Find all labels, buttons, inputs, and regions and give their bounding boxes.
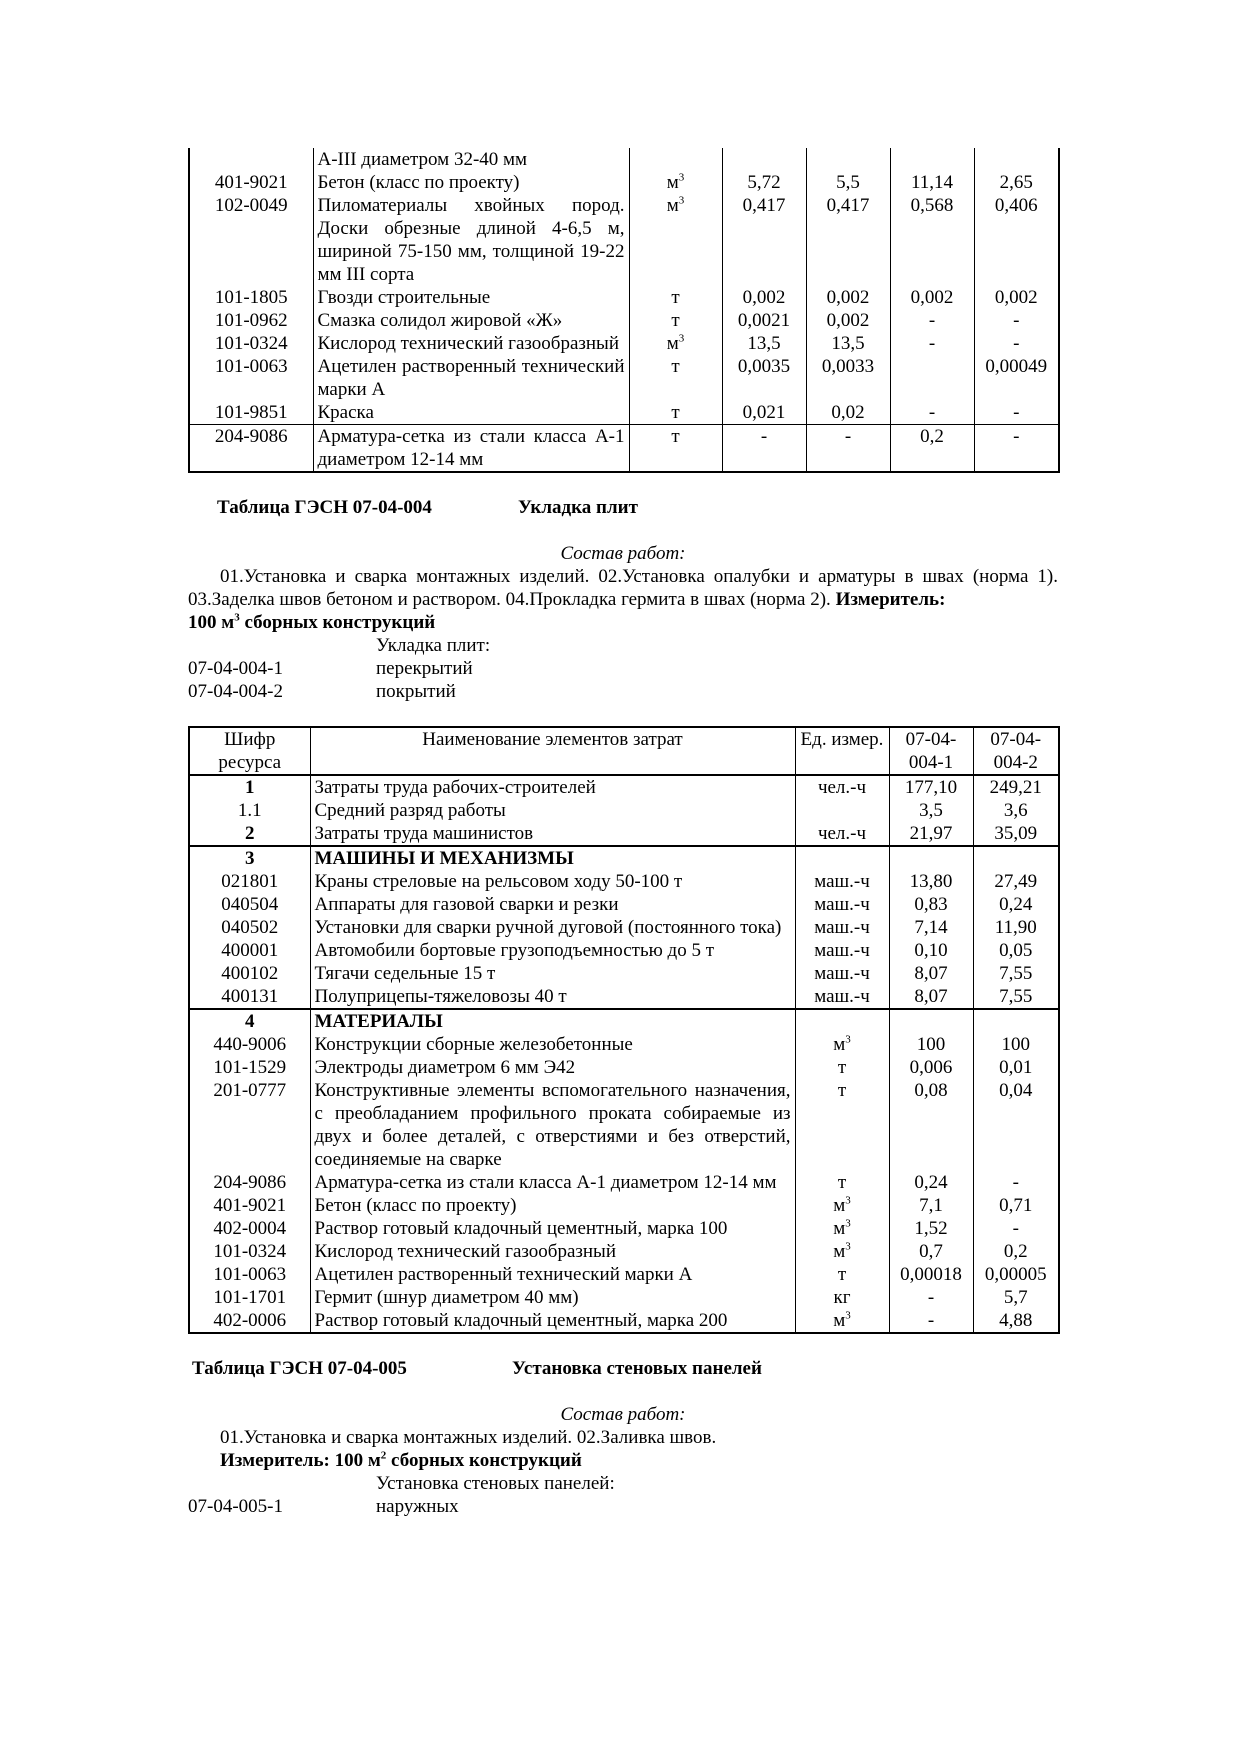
table-row [189, 171, 1059, 194]
unit-cell: кг [795, 1286, 889, 1309]
table-row [189, 1056, 1059, 1079]
resource-code: 101-1529 [213, 1057, 287, 1078]
value-cell: 100 [973, 1033, 1059, 1056]
table-row [189, 332, 1059, 355]
resource-code: 101-0962 [214, 310, 288, 331]
value-cell: - [890, 309, 974, 332]
resource-code: 400102 [221, 963, 279, 984]
value-cell: 0,002 [890, 286, 974, 309]
value-cell: 100 [889, 1033, 973, 1056]
value-cell: 0,002 [974, 286, 1059, 309]
table-row [189, 401, 1059, 425]
value-cell: 27,49 [973, 870, 1059, 893]
resource-name: Тягачи седельные 15 т [310, 962, 795, 985]
value-cell: 0,002 [806, 286, 890, 309]
resource-code: 1 [245, 777, 255, 798]
header-norm-1: 07-04-004-1 [889, 727, 973, 775]
value-cell [889, 846, 973, 870]
section-heading-07-04-004 [188, 496, 1058, 519]
value-cell: 5,5 [806, 171, 890, 194]
value-cell [890, 148, 974, 171]
works-heading: Состав работ: [560, 1404, 686, 1425]
unit-cell: т [629, 309, 722, 332]
resource-code: 400001 [221, 940, 279, 961]
value-cell: 0,01 [973, 1056, 1059, 1079]
unit-cell: маш.-ч [795, 962, 889, 985]
resource-name: Ацетилен растворенный технический марки А [313, 355, 629, 401]
unit-cell: $м^3$ [795, 1240, 889, 1263]
unit-cell: чел.-ч [795, 775, 889, 799]
value-cell: 0,2 [890, 425, 974, 473]
resource-code: 102-0049 [214, 195, 288, 216]
resource-name: Гвозди строительные [313, 286, 629, 309]
value-cell: 0,05 [973, 939, 1059, 962]
value-cell: 0,021 [722, 401, 806, 425]
resource-table-continued [188, 148, 1060, 473]
table-row [189, 425, 1059, 473]
table-group-row [189, 1009, 1059, 1033]
value-cell: - [890, 401, 974, 425]
value-cell: 7,55 [973, 962, 1059, 985]
value-cell [974, 148, 1059, 171]
table-row [189, 1309, 1059, 1333]
resource-code: 402-0004 [213, 1218, 287, 1239]
header-name: Наименование элементов затрат [310, 727, 795, 775]
unit-cell: маш.-ч [795, 939, 889, 962]
value-cell: 1,52 [889, 1217, 973, 1240]
resource-code: 401-9021 [213, 1195, 287, 1216]
resource-code: 401-9021 [214, 172, 288, 193]
unit-cell: $м^3$ [629, 171, 722, 194]
table-row [189, 1240, 1059, 1263]
unit-cell: $м^3$ [629, 194, 722, 286]
table-row [189, 1217, 1059, 1240]
header-code: Шифр ресурса [189, 727, 310, 775]
resource-name: А-III диаметром 32-40 мм [313, 148, 629, 171]
unit-cell: $м^3$ [795, 1033, 889, 1056]
resource-name: Арматура-сетка из стали класса А-1 диаметром 12-14 мм [313, 425, 629, 473]
unit-cell: т [795, 1171, 889, 1194]
table-row [189, 194, 1059, 286]
resource-name: Средний разряд работы [310, 799, 795, 822]
resource-name: Бетон (класс по проекту) [310, 1194, 795, 1217]
section-heading-07-04-005 [188, 1357, 1058, 1380]
table-row [189, 822, 1059, 846]
value-cell: 0,002 [722, 286, 806, 309]
resource-name: МАШИНЫ И МЕХАНИЗМЫ [310, 846, 795, 870]
value-cell: 2,65 [974, 171, 1059, 194]
unit-cell: т [795, 1079, 889, 1171]
table-row [189, 1286, 1059, 1309]
table-row [189, 1194, 1059, 1217]
value-cell: - [722, 425, 806, 473]
unit-cell: чел.-ч [795, 822, 889, 846]
unit-cell: маш.-ч [795, 985, 889, 1009]
resource-name: Ацетилен растворенный технический марки А [310, 1263, 795, 1286]
table-row [189, 893, 1059, 916]
value-cell: 0,002 [806, 309, 890, 332]
resource-code: 101-1805 [214, 287, 288, 308]
works-description: 01.Установка и сварка монтажных изделий. 02.Установка опалубки и арматуры в швах (норма 1). 03.Заделка швов бетоном и раствором. 04.Прокладка гермита в швах (норма 2). Измеритель: 100 $м^3$ сборных конструкций [188, 566, 1058, 633]
value-cell: 0,417 [722, 194, 806, 286]
value-cell [806, 148, 890, 171]
resource-code: 204-9086 [189, 425, 313, 473]
unit-cell: т [629, 425, 722, 473]
resource-code [189, 148, 313, 171]
value-cell: - [974, 401, 1059, 425]
meter-line: Измеритель: 100 $м^2$ сборных конструкций [220, 1449, 582, 1471]
resource-code: 4 [189, 1009, 310, 1033]
norm-row: 07-04-004-1 перекрытий [188, 658, 473, 679]
norm-row: 07-04-004-2 покрытий [188, 681, 456, 702]
value-cell: 11,90 [973, 916, 1059, 939]
value-cell: 13,80 [889, 870, 973, 893]
resource-code: 021801 [221, 871, 279, 892]
value-cell: 0,83 [889, 893, 973, 916]
document-page [188, 148, 1058, 1518]
table-row [189, 309, 1059, 332]
resource-name: Пиломатериалы хвойных пород. Доски обрезные длиной 4-6,5 м, шириной 75-150 мм, толщиной 19-22 мм III сорта [313, 194, 629, 286]
value-cell: 0,00049 [974, 355, 1059, 401]
value-cell: 0,417 [806, 194, 890, 286]
unit-cell: т [795, 1263, 889, 1286]
resource-name: Конструктивные элементы вспомогательного назначения, с преобладанием профильного проката собираемые из двух и более деталей, с отверстиями и без отверстий, соединяемые на сварке [310, 1079, 795, 1171]
table-row [189, 1079, 1059, 1171]
resource-name: Конструкции сборные железобетонные [310, 1033, 795, 1056]
table-row [189, 286, 1059, 309]
value-cell [973, 846, 1059, 870]
value-cell: 8,07 [889, 985, 973, 1009]
resource-name: Затраты труда машинистов [310, 822, 795, 846]
resource-name: Смазка солидол жировой «Ж» [313, 309, 629, 332]
table-group-row [189, 846, 1059, 870]
unit-cell: т [629, 355, 722, 401]
table-title: Таблица ГЭСН 07-04-004 [217, 497, 432, 518]
table-row [189, 1171, 1059, 1194]
resource-code: 101-0324 [214, 333, 288, 354]
resource-name: Автомобили бортовые грузоподъемностью до 5 т [310, 939, 795, 962]
unit-cell: $м^3$ [795, 1217, 889, 1240]
works-heading: Состав работ: [560, 543, 686, 564]
works-description: 01.Установка и сварка монтажных изделий. 02.Заливка швов. [220, 1427, 717, 1448]
value-cell: 5,72 [722, 171, 806, 194]
value-cell: 0,7 [889, 1240, 973, 1263]
unit-cell [795, 1009, 889, 1033]
table-row [189, 799, 1059, 822]
norm-group-title: Укладка плит: [376, 635, 491, 656]
unit-cell: т [629, 286, 722, 309]
value-cell: - [973, 1217, 1059, 1240]
value-cell: 0,24 [889, 1171, 973, 1194]
resource-code: 3 [189, 846, 310, 870]
value-cell: 7,1 [889, 1194, 973, 1217]
value-cell: - [973, 1171, 1059, 1194]
unit-cell [795, 799, 889, 822]
value-cell: 0,24 [973, 893, 1059, 916]
table-subtitle: Установка стеновых панелей [512, 1358, 762, 1379]
value-cell: 249,21 [973, 775, 1059, 799]
value-cell: 177,10 [889, 775, 973, 799]
norm-row: 07-04-005-1 наружных [188, 1496, 459, 1517]
resource-name: Бетон (класс по проекту) [313, 171, 629, 194]
value-cell: 11,14 [890, 171, 974, 194]
value-cell [973, 1009, 1059, 1033]
resource-code: 201-0777 [213, 1080, 287, 1101]
header-unit: Ед. измер. [795, 727, 889, 775]
resource-name: Гермит (шнур диаметром 40 мм) [310, 1286, 795, 1309]
value-cell: - [974, 425, 1059, 473]
value-cell: - [974, 309, 1059, 332]
value-cell: 0,2 [973, 1240, 1059, 1263]
value-cell: - [974, 332, 1059, 355]
value-cell: 13,5 [722, 332, 806, 355]
resource-code: 101-9851 [214, 402, 288, 423]
value-cell: 0,406 [974, 194, 1059, 286]
value-cell: 7,14 [889, 916, 973, 939]
table-row [189, 962, 1059, 985]
resource-code: 402-0006 [213, 1310, 287, 1331]
resource-code: 204-9086 [213, 1172, 287, 1193]
value-cell: - [806, 425, 890, 473]
value-cell: 3,6 [973, 799, 1059, 822]
header-norm-2: 07-04-004-2 [973, 727, 1059, 775]
resource-code: 1.1 [237, 800, 262, 821]
value-cell [889, 1009, 973, 1033]
value-cell: 3,5 [889, 799, 973, 822]
resource-name: Раствор готовый кладочный цементный, марка 100 [310, 1217, 795, 1240]
unit-cell: $м^3$ [629, 332, 722, 355]
table-row [189, 939, 1059, 962]
table-title: Таблица ГЭСН 07-04-005 [192, 1358, 407, 1379]
value-cell: 0,08 [889, 1079, 973, 1171]
value-cell: 8,07 [889, 962, 973, 985]
resource-name: Затраты труда рабочих-строителей [310, 775, 795, 799]
unit-cell: маш.-ч [795, 893, 889, 916]
value-cell: 0,71 [973, 1194, 1059, 1217]
value-cell [722, 148, 806, 171]
resource-name: Арматура-сетка из стали класса А-1 диаметром 12-14 мм [310, 1171, 795, 1194]
value-cell: 4,88 [973, 1309, 1059, 1333]
value-cell [890, 355, 974, 401]
resource-name: Краны стреловые на рельсовом ходу 50-100 т [310, 870, 795, 893]
value-cell: 0,00005 [973, 1263, 1059, 1286]
value-cell: 0,006 [889, 1056, 973, 1079]
value-cell: 21,97 [889, 822, 973, 846]
resource-name: Аппараты для газовой сварки и резки [310, 893, 795, 916]
resource-name: Кислород технический газообразный [313, 332, 629, 355]
table-row [189, 148, 1059, 171]
resource-code: 2 [245, 823, 255, 844]
value-cell: 0,0021 [722, 309, 806, 332]
value-cell: 0,10 [889, 939, 973, 962]
unit-cell: $м^3$ [795, 1309, 889, 1333]
table-header-row [189, 727, 1059, 775]
resource-code: 101-0063 [213, 1264, 287, 1285]
resource-name: Полуприцепы-тяжеловозы 40 т [310, 985, 795, 1009]
table-row [189, 1033, 1059, 1056]
resource-code: 440-9006 [213, 1034, 287, 1055]
resource-name: Краска [313, 401, 629, 425]
resource-code: 400131 [221, 986, 279, 1007]
resource-code: 101-0324 [213, 1241, 287, 1262]
unit-cell [629, 148, 722, 171]
value-cell: 35,09 [973, 822, 1059, 846]
value-cell: 0,0035 [722, 355, 806, 401]
value-cell: 0,00018 [889, 1263, 973, 1286]
value-cell: 5,7 [973, 1286, 1059, 1309]
value-cell: 0,02 [806, 401, 890, 425]
resource-name: Кислород технический газообразный [310, 1240, 795, 1263]
value-cell: - [889, 1286, 973, 1309]
unit-cell: маш.-ч [795, 916, 889, 939]
table-row [189, 985, 1059, 1009]
unit-cell: $м^3$ [795, 1194, 889, 1217]
table-row [189, 775, 1059, 799]
value-cell: - [889, 1309, 973, 1333]
table-row [189, 916, 1059, 939]
table-row [189, 355, 1059, 401]
table-subtitle: Укладка плит [518, 497, 638, 518]
norm-group-title: Установка стеновых панелей: [376, 1473, 615, 1494]
resource-code: 101-0063 [214, 356, 288, 377]
resource-name: Электроды диаметром 6 мм Э42 [310, 1056, 795, 1079]
value-cell: 0,04 [973, 1079, 1059, 1171]
resource-table-07-04-004 [188, 726, 1060, 1334]
value-cell: 0,0033 [806, 355, 890, 401]
table-row [189, 1263, 1059, 1286]
value-cell: 7,55 [973, 985, 1059, 1009]
table-row [189, 870, 1059, 893]
resource-name: Раствор готовый кладочный цементный, марка 200 [310, 1309, 795, 1333]
unit-cell [795, 846, 889, 870]
unit-cell: т [795, 1056, 889, 1079]
unit-cell: маш.-ч [795, 870, 889, 893]
value-cell: 13,5 [806, 332, 890, 355]
value-cell: - [890, 332, 974, 355]
resource-name: Установки для сварки ручной дуговой (постоянного тока) [310, 916, 795, 939]
resource-code: 101-1701 [213, 1287, 287, 1308]
resource-name: МАТЕРИАЛЫ [310, 1009, 795, 1033]
unit-cell: т [629, 401, 722, 425]
resource-code: 040504 [221, 894, 279, 915]
resource-code: 040502 [221, 917, 279, 938]
value-cell: 0,568 [890, 194, 974, 286]
